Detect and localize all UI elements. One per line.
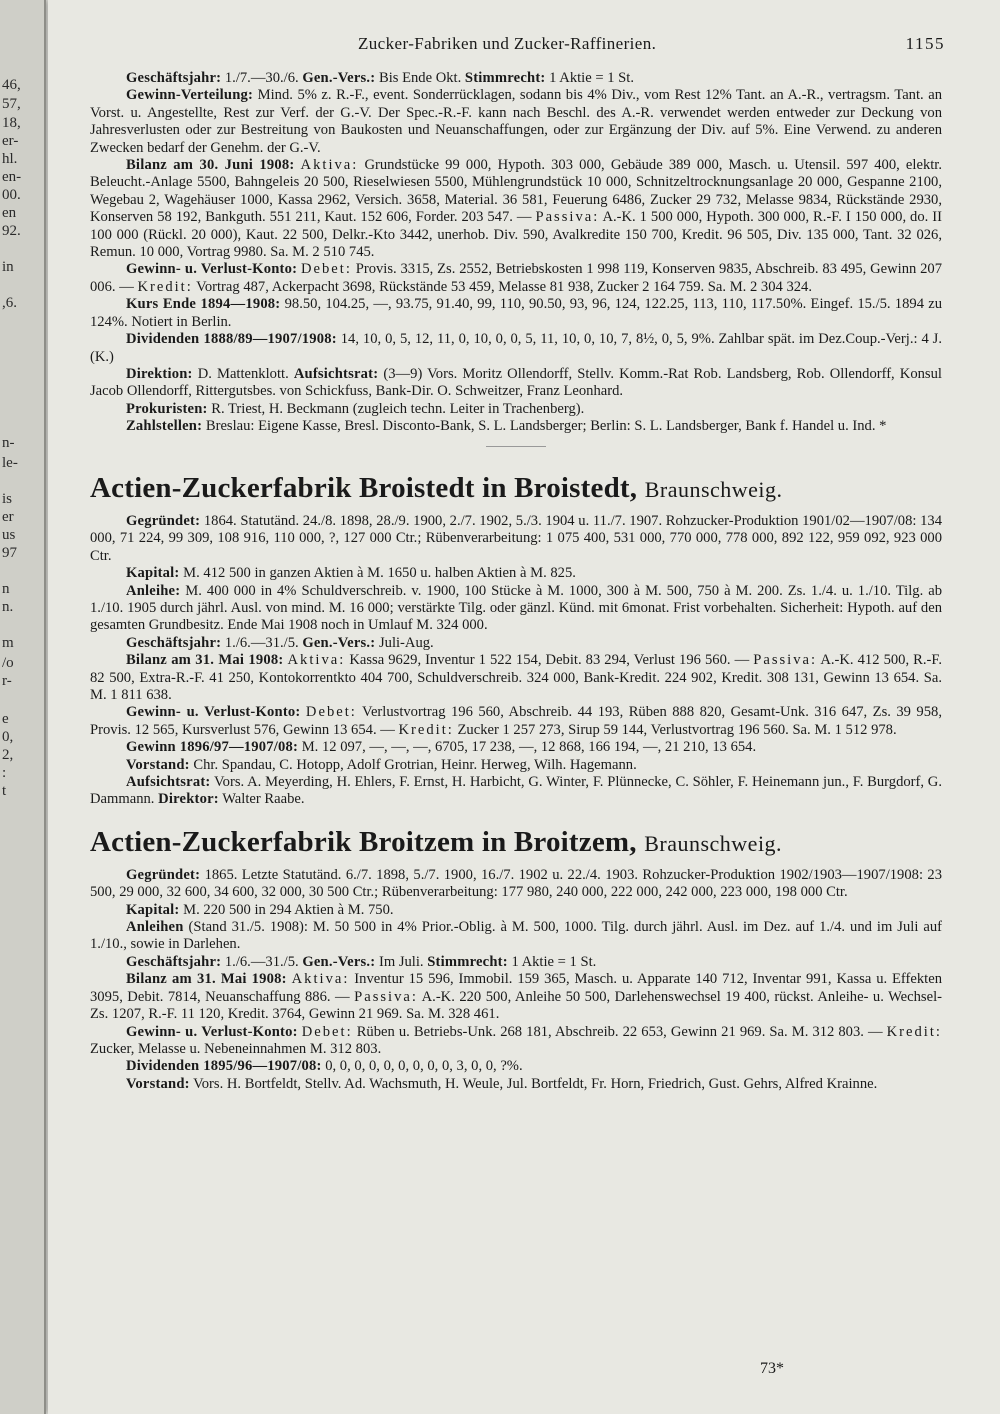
entry-vorstand — [90, 1076, 942, 1093]
label-genvers: Gen.-Vers.: — [302, 70, 376, 86]
label-stimmrecht: Stimmrecht: — [427, 953, 508, 970]
value-anleihen: (Stand 31./5. 1908): M. 50 500 in 4% Prior.-Oblig. à M. 500, 1000. Tilg. durch jährl. Ausl. im Dez. auf 1./4. und im Juli auf 1./10., sowie in Darlehen. — [90, 919, 942, 953]
label-genvers: Gen.-Vers.: — [302, 953, 376, 970]
entry-kurs — [90, 296, 942, 331]
label-debet: Debet: — [301, 1023, 353, 1040]
value-aktiva: Inventur 15 596, Immobil. 159 365, Masch. u. Apparate 140 712, Inventar 991, Kassa u. Effekten 3095, Debit. 7814, Neuanschaffung 886. — — [90, 971, 942, 1005]
prev-fragment: t — [2, 783, 7, 799]
entry-dividenden — [90, 1058, 942, 1075]
value-debet: Rüben u. Betriebs-Unk. 268 181, Abschreib. 22 653, Gewinn 21 969. Sa. M. 312 803. — — [356, 1023, 883, 1040]
label-kredit: Kredit: — [886, 1023, 942, 1040]
value-kapital: M. 220 500 in 294 Aktien à M. 750. — [183, 901, 394, 918]
prev-fragment: /o — [2, 655, 14, 671]
value-dividenden: 0, 0, 0, 0, 0, 0, 0, 0, 0, 3, 0, 0, ?%. — [325, 1058, 523, 1075]
entry-vorstand — [90, 757, 942, 774]
label-vorstand: Vorstand: — [126, 1075, 190, 1092]
prev-fragment: 97 — [2, 545, 17, 561]
value-anleihe: M. 400 000 in 4% Schuldverschreib. v. 1900, 100 Stücke à M. 1000, 300 à M. 500, 750 à M. 200. Zs. 1./4. u. 1./10. Tilg. ab 1./10. 1905 durch jährl. Ausl. von mind. M. 16 000; verstärkte Tilg. oder gänzl. Künd. mit 6monat. Frist vorbehalten. Sicherheit: Hypoth. auf den gesamten Grundbesitz. Ende Mai 1908 noch in Umlauf M. 324 000. — [90, 582, 942, 634]
page-content — [90, 70, 942, 1093]
page-number: 1155 — [905, 34, 945, 53]
value-aktiva: Kassa 9629, Inventur 1 522 154, Debit. 83 294, Verlust 196 560. — — [349, 652, 750, 669]
book-page — [48, 0, 1000, 1414]
entry-gewinn-verlust — [90, 261, 942, 296]
label-genvers: Gen.-Vers.: — [302, 634, 376, 651]
value-geschaeftsjahr: 1./6.—31./5. — [224, 953, 299, 970]
prev-fragment: n — [2, 581, 10, 597]
value-prokuristen: R. Triest, H. Beckmann (zugleich techn. Leiter in Trachenberg). — [211, 400, 585, 417]
entry-prokuristen — [90, 401, 942, 418]
value-gewinnverteilung: Mind. 5% z. R.-F., event. Sonderrücklagen, sodann bis 4% Div., vom Rest 12% Tant. an A.-R., vertragsm. Tant. an Vorst. u. Angestellte, Rest zur Verf. der G.-V. Der Spec.-R.-F. kann nach Beschl. des A.-R. verwendet werden entweder zur Deckung von Jahresverlusten oder zur Bestreitung von Baukosten und Neuanschaffungen, oder zur Ergänzung der Div. auf 5%. Eine Verwend. zu anderen Zwecken bedarf der Genehm. der G.-V. — [90, 87, 942, 156]
prev-fragment: us — [2, 527, 16, 543]
entry-geschaeftsjahr — [90, 954, 942, 971]
label-aktiva: Aktiva: — [300, 157, 359, 174]
label-gewinn-verlust: Gewinn- u. Verlust-Konto: — [126, 261, 298, 278]
entry-kapital — [90, 565, 942, 582]
prev-fragment: le- — [2, 455, 18, 471]
previous-page-edge — [0, 0, 46, 1414]
entry-aufsichtsrat — [90, 774, 942, 809]
label-aufsichtsrat: Aufsichtsrat: — [126, 774, 211, 791]
label-aktiva: Aktiva: — [287, 652, 346, 669]
label-bilanz: Bilanz am 30. Juni 1908: — [126, 157, 295, 174]
value-kredit: Zucker, Melasse u. Nebeneinnahmen M. 312 803. — [90, 1040, 382, 1057]
prev-fragment: en — [2, 205, 17, 221]
value-kredit: Zucker 1 257 273, Sirup 59 144, Verlustvortrag 196 560. Sa. M. 1 512 978. — [457, 721, 897, 738]
label-dividenden: Dividenden 1895/96—1907/08: — [126, 1058, 322, 1075]
entry-gewinn-verlust — [90, 704, 942, 739]
firm-heading-broistedt — [90, 471, 942, 507]
label-debet: Debet: — [305, 704, 357, 721]
firm-location: Braunschweig. — [644, 830, 783, 856]
prev-fragment: e — [2, 711, 9, 727]
value-kapital: M. 412 500 in ganzen Aktien à M. 1650 u. halben Aktien à M. 825. — [183, 565, 576, 582]
value-zahlstellen: Breslau: Eigene Kasse, Bresl. Disconto-Bank, S. L. Landsberger; Berlin: S. L. Landsberger, Bank f. Handel u. Ind. * — [205, 418, 887, 435]
firm-name: Actien-Zuckerfabrik Broistedt in Broistedt, — [90, 471, 638, 504]
entry-gewinn — [90, 739, 942, 756]
label-anleihen: Anleihen — [126, 919, 184, 936]
prev-fragment: 92. — [2, 223, 21, 239]
prev-fragment: n- — [2, 435, 15, 451]
firm-name: Actien-Zuckerfabrik Broitzem in Broitzem, — [90, 825, 637, 858]
prev-fragment: 0, — [2, 729, 14, 745]
label-aufsichtsrat: Aufsichtsrat: — [293, 365, 379, 382]
label-dividenden: Dividenden 1888/89—1907/1908: — [126, 331, 337, 348]
value-genvers: Bis Ende Okt. — [378, 70, 462, 86]
label-anleihe: Anleihe: — [126, 582, 181, 599]
entry-gewinn-verlust — [90, 1024, 942, 1059]
prev-fragment: hl. — [2, 151, 18, 167]
entry-kapital — [90, 902, 942, 919]
label-direktion: Direktion: — [126, 365, 193, 382]
value-kredit: Vortrag 487, Ackerpacht 3698, Rückstände 53 459, Melasse 81 938, Zucker 2 164 759. Sa. M. 2 304 324. — [196, 278, 812, 295]
value-geschaeftsjahr: 1./7.—30./6. — [224, 70, 299, 86]
prev-fragment: m — [2, 635, 14, 651]
label-kredit: Kredit: — [137, 278, 193, 295]
value-gegruendet: 1865. Letzte Statutänd. 6./7. 1898, 5./7. 1900, 16./7. 1902 u. 22./4. 1903. Rohzucker-Produktion 1902/1903—1907/1908: 23 500, 29 000, 32 600, 34 600, 32 000, 30 500 Ctr.; Rübenverarbeitung: 177 980, 240 000, 222 000, 242 000, 223 000, 198 000 Ctr. — [90, 866, 942, 901]
running-title: Zucker-Fabriken und Zucker-Raffinerien. — [358, 34, 657, 53]
prev-fragment: 00. — [2, 187, 21, 203]
entry-gegruendet — [90, 867, 942, 902]
label-aktiva: Aktiva: — [291, 971, 350, 988]
label-gewinn: Gewinn 1896/97—1907/08: — [126, 739, 299, 756]
label-kredit: Kredit: — [398, 721, 454, 738]
section-divider — [90, 438, 942, 455]
entry-gegruendet — [90, 513, 942, 565]
entry-anleihe — [90, 583, 942, 635]
label-direktor: Direktor: — [158, 791, 219, 808]
entry-anleihen — [90, 919, 942, 954]
label-gewinn-verlust: Gewinn- u. Verlust-Konto: — [126, 1023, 298, 1040]
sheet-signature: 73* — [760, 1360, 784, 1377]
value-aufsichtsrat: (3—9) Vors. Moritz Ollendorff, Stellv. Komm.-Rat Rob. Landsberg, Rob. Ollendorff, Konsul Jacob Ollendorff, Rittergutsbes. von Schickfuss, Bank-Dir. O. Schweitzer, Franz Leonhard. — [90, 365, 942, 400]
value-dividenden: 14, 10, 0, 5, 12, 11, 0, 10, 0, 0, 5, 11, 10, 0, 10, 7, 8½, 0, 5, 9%. Zahlbar spät. im Dez.Coup.-Verj.: 4 J. (K.) — [90, 331, 942, 365]
value-gegruendet: 1864. Statutänd. 24./8. 1898, 28./9. 1900, 2./7. 1902, 5./3. 1904 u. 11./7. 1907. Rohzucker-Produktion 1901/02—1907/08: 134 000, 71 224, 99 309, 108 916, 110 000, ?, 127 000 Ctr.; Rübenverarbeitung: 1 075 400, 531 000, 770 000, 778 000, 892 122, 959 092, 923 000 Ctr. — [90, 512, 943, 564]
value-stimmrecht: 1 Aktie = 1 St. — [511, 953, 597, 970]
entry-direktion — [90, 366, 942, 401]
value-passiva: A.-K. 1 500 000, Hypoth. 300 000, R.-F. I 150 000, do. II 100 000 (Rückl. 20 000), Kaut. 22 500, Delkr.-Kto 3442, unerhob. Div. 590, Avalkredite 150 700, Kredit. 96 505, Div. 135 000, Tant. 32 026, Remun. 10 000, Vortrag 9980. Sa. M. 2 510 745. — [90, 209, 942, 261]
value-stimmrecht: 1 Aktie = 1 St. — [549, 70, 634, 86]
value-vorstand: Vors. H. Bortfeldt, Stellv. Ad. Wachsmuth, H. Weule, Jul. Bortfeldt, Fr. Horn, Friedrich, Gust. Gehrs, Alfred Krainne. — [193, 1075, 878, 1092]
firm-heading-broitzem — [90, 825, 942, 861]
label-kapital: Kapital: — [126, 901, 180, 918]
prev-fragment: en- — [2, 169, 22, 185]
value-aktiva: Grundstücke 99 000, Hypoth. 303 000, Gebäude 389 000, Masch. u. Utensil. 597 400, elektr. Beleucht.-Anlage 5500, Bahngeleis 20 500, Rieselwiesen 5500, Mühlengrundstück 10 000, Schnitzeltrocknungsanlage 20 000, Gespanne 2100, Wegebau 2, Wagehäuser 1000, Kassa 2962, Versich. 3658, Material. 36 581, Feuerung 6486, Zucker 29 732, Melasse 9834, Rückstände 2930, Konserven 58 192, Bankguth. 551 211, Kaut. 152 606, Forder. 203 547. — — [90, 157, 942, 226]
prev-fragment: in — [2, 259, 14, 275]
prev-fragment: er — [2, 509, 14, 525]
label-gewinn-verlust: Gewinn- u. Verlust-Konto: — [126, 704, 301, 721]
prev-fragment: 57, — [2, 96, 21, 112]
value-aufsichtsrat: Vors. A. Meyerding, H. Ehlers, F. Ernst, H. Harbicht, G. Winter, F. Plünnecke, C. Söhler, F. Heinemann jun., F. Burgdorf, G. Dammann. — [90, 774, 942, 808]
entry-gewinnverteilung — [90, 87, 942, 157]
entry-dividenden — [90, 331, 942, 366]
value-direktor: Walter Raabe. — [222, 791, 305, 808]
value-vorstand: Chr. Spandau, C. Hotopp, Adolf Grotrian, Heinr. Herweg, Wilh. Hagemann. — [193, 756, 637, 773]
label-vorstand: Vorstand: — [126, 756, 190, 773]
value-kurs: 98.50, 104.25, —, 93.75, 91.40, 99, 110, 90.50, 93, 96, 124, 122.25, 113, 110, 117.50%. Eingef. 15./5. 1894 zu 124%. Notiert in Berlin. — [90, 296, 942, 330]
entry-bilanz — [90, 652, 942, 704]
prev-fragment: 2, — [2, 747, 14, 763]
label-geschaeftsjahr: Geschäftsjahr: — [126, 634, 222, 651]
value-genvers: Im Juli. — [378, 953, 424, 970]
label-geschaeftsjahr: Geschäftsjahr: — [126, 70, 222, 86]
firm-location: Braunschweig. — [644, 476, 783, 502]
label-passiva: Passiva: — [354, 988, 418, 1005]
label-kapital: Kapital: — [126, 565, 180, 582]
label-debet: Debet: — [300, 261, 352, 278]
prev-fragment: er- — [2, 133, 19, 149]
label-gewinnverteilung: Gewinn-Verteilung: — [126, 87, 254, 104]
prev-fragment: r- — [2, 673, 12, 689]
label-passiva: Passiva: — [753, 652, 818, 669]
entry-zahlstellen — [90, 418, 942, 435]
prev-fragment: 46, — [2, 77, 21, 93]
value-passiva: A.-K. 220 500, Anleihe 50 500, Darlehenswechsel 19 400, rückst. Anleihe- u. Wechsel-Zs. 1207, R.-F. 11 120, Kredit. 3764, Gewinn 21 969. Sa. M. 328 461. — [90, 988, 942, 1023]
label-zahlstellen: Zahlstellen: — [126, 418, 203, 435]
label-bilanz: Bilanz am 31. Mai 1908: — [126, 971, 287, 988]
prev-fragment: 18, — [2, 115, 21, 131]
entry-geschaeftsjahr — [90, 70, 942, 87]
label-passiva: Passiva: — [535, 209, 600, 226]
entry-geschaeftsjahr — [90, 635, 942, 652]
label-stimmrecht: Stimmrecht: — [464, 70, 546, 86]
value-direktion: D. Mattenklott. — [197, 365, 289, 382]
value-gewinn: M. 12 097, —, —, —, 6705, 17 238, —, 12 868, 166 194, —, 21 210, 13 654. — [301, 739, 757, 756]
prev-fragment: n. — [2, 599, 14, 615]
label-gegruendet: Gegründet: — [126, 512, 201, 529]
prev-fragment: is — [2, 491, 13, 507]
label-geschaeftsjahr: Geschäftsjahr: — [126, 953, 222, 970]
value-geschaeftsjahr: 1./6.—31./5. — [224, 634, 299, 651]
value-genvers: Juli-Aug. — [378, 634, 434, 651]
entry-bilanz — [90, 971, 942, 1023]
label-gegruendet: Gegründet: — [126, 866, 201, 883]
label-prokuristen: Prokuristen: — [126, 400, 208, 417]
value-debet: Provis. 3315, Zs. 2552, Betriebskosten 1 998 119, Konserven 9835, Abschreib. 83 495, Gewinn 207 006. — — [90, 261, 942, 295]
prev-fragment: ,6. — [2, 295, 17, 311]
label-bilanz: Bilanz am 31. Mai 1908: — [126, 652, 284, 669]
entry-bilanz — [90, 157, 942, 261]
label-kurs: Kurs Ende 1894—1908: — [126, 296, 281, 313]
value-passiva: A.-K. 412 500, R.-F. 82 500, Extra-R.-F. 41 250, Kontokorrentkto 404 700, Schuldverschreib. 324 000, Bank-Kredit. 224 902, Kredit. 308 131, Gewinn 13 654. Sa. M. 1 811 638. — [90, 652, 942, 703]
value-debet: Verlustvortrag 196 560, Abschreib. 44 193, Rüben 888 820, Gesamt-Unk. 316 647, Zs. 39 958, Provis. 12 565, Kursverlust 576, Gewinn 13 654. — — [90, 704, 942, 738]
prev-fragment: : — [2, 765, 7, 781]
